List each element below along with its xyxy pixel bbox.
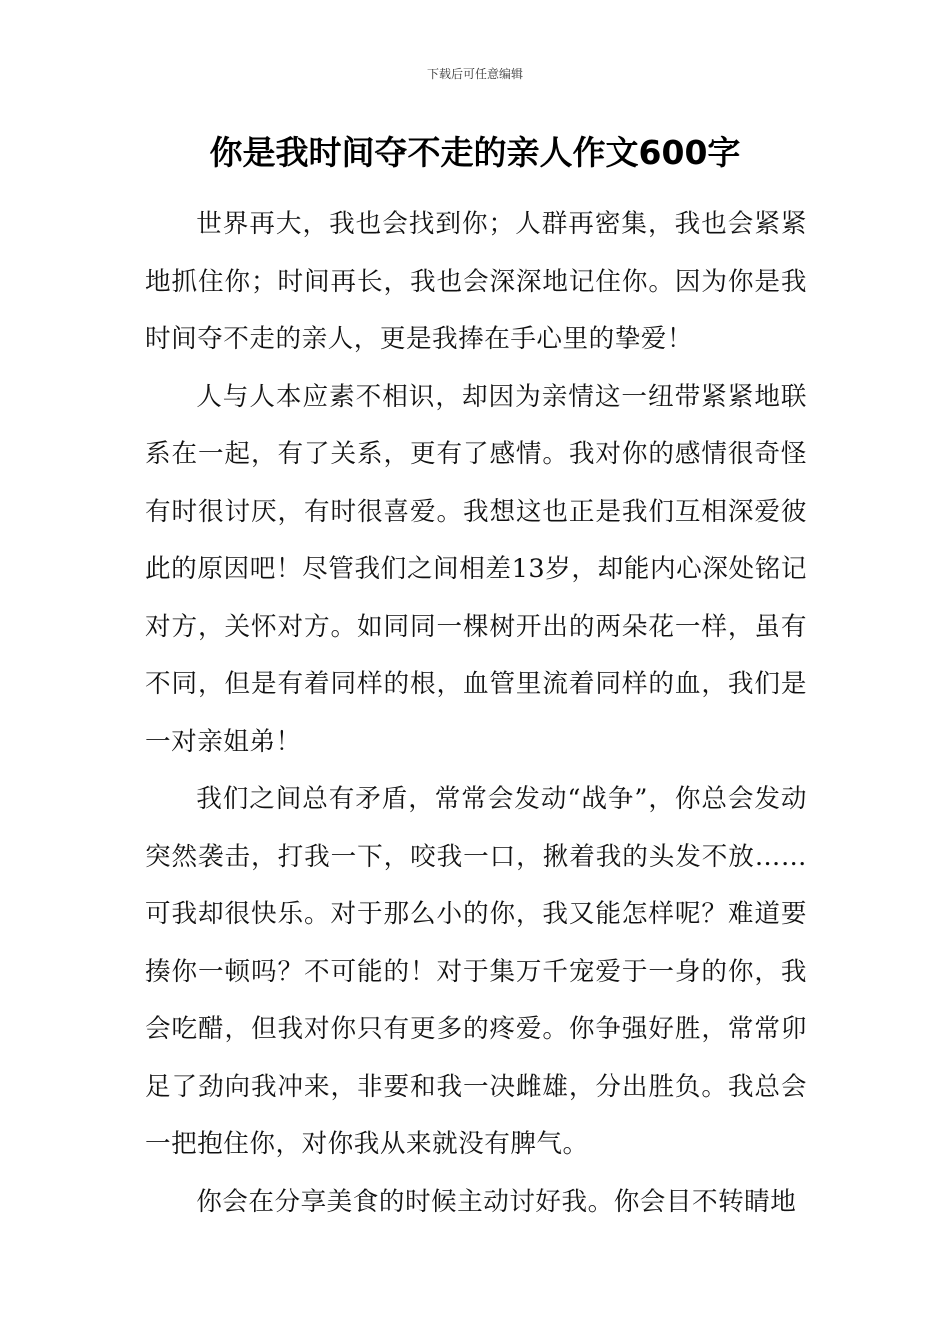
- document-title: 你是我时间夺不走的亲人作文600字: [209, 133, 741, 172]
- paragraph-2: 人与人本应素不相识，却因为亲情这一纽带紧紧地联系在一起，有了关系，更有了感情。我对你的感情很奇怪有时很讨厌，有时很喜爱。我想这也正是我们互相深爱彼此的原因吧！尽管我们之间相差13岁，却能内心深处铭记对方，关怀对方。如同同一棵树开出的两朵花一样，虽有不同，但是有着同样的根，血管里流着同样的血，我们是一对亲姐弟！: [145, 381, 807, 757]
- paragraph-3: 我们之间总有矛盾，常常会发动“战争”，你总会发动突然袭击，打我一下，咬我一口，揪着我的头发不放……可我却很快乐。对于那么小的你，我又能怎样呢？难道要揍你一顿吗？不可能的！对于集万千宠爱于一身的你，我会吃醋，但我对你只有更多的疼爱。你争强好胜，常常卯足了劲向我冲来，非要和我一决雌雄，分出胜负。我总会一把抱住你，对你我从来就没有脾气。: [145, 784, 807, 1159]
- paragraph-4: 你会在分享美食的时候主动讨好我。你会目不转睛地: [196, 1186, 797, 1217]
- paragraph-1: 世界再大，我也会找到你；人群再密集，我也会紧紧地抓住你；时间再长，我也会深深地记住你。因为你是我时间夺不走的亲人，更是我捧在手心里的挚爱！: [145, 209, 807, 354]
- document-body: [145, 196, 807, 1231]
- page-header-note: 下载后可任意编辑: [426, 67, 523, 81]
